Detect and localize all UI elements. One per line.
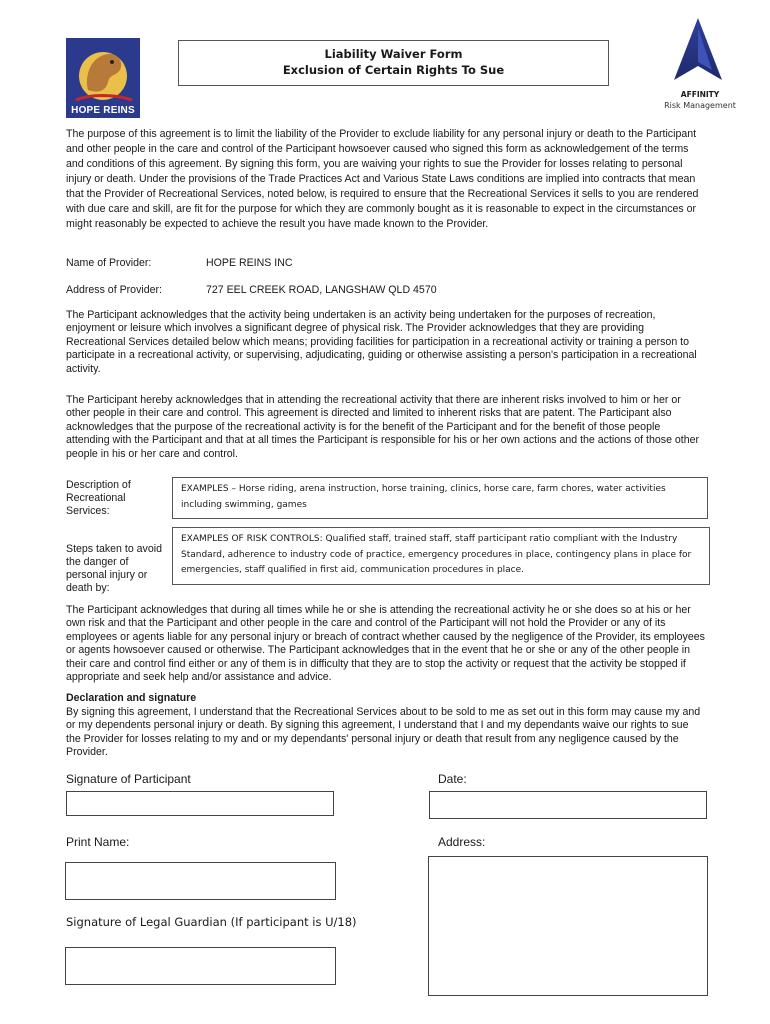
guardian-signature-field[interactable] bbox=[65, 947, 336, 985]
acknowledgement-paragraph-3: The Participant acknowledges that during all times while he or she is attending the recreational activity he or she does so at his or her own risk and that the Participant and other people in the care and control of the Participant will not hold the Provider or any of its employees or agents liable for any personal injury or breach of contract whether caused by the negligence of the Provider, its employees or agents howsoever caused or otherwise. The Participant acknowledges that in the event that he or she or any of the other people in their care and control find either or any of them is in difficulty that they are to stop the activity or request that the activity be stopped if appropriate and seek help and/or assistance and advice. bbox=[66, 604, 705, 684]
print-name-label: Print Name: bbox=[66, 835, 130, 849]
declaration-heading: Declaration and signature bbox=[66, 692, 197, 704]
risk-controls-box[interactable]: EXAMPLES OF RISK CONTROLS: Qualified staff, trained staff, staff participant ratio compliant with the Industry Standard, adherence to industry code of practice, emergency procedures in place, contingency plans in place for emergencies, staff qualified in first aid, communication procedures in place. bbox=[172, 527, 710, 585]
guardian-signature-label: Signature of Legal Guardian (If participant is U/18) bbox=[66, 915, 357, 929]
hope-reins-logo bbox=[66, 38, 140, 118]
date-field[interactable] bbox=[429, 791, 707, 819]
purpose-paragraph: The purpose of this agreement is to limit the liability of the Provider to exclude liability for any personal injury or death to the Participant and other people in the care and control of the Participant howsoever caused who signed this form as acknowledgement of the terms and conditions of this agreement. By signing this form, you are waiving your rights to sue the Provider for losses relating to personal injury or death. Under the provisions of the Trade Practices Act and Various State Laws conditions are implied into contracts that mean that the Provider of Recreational Services, noted below, is required to ensure that the Recreational Services it sells to you are rendered with due care and skill, are fit for the purpose for which they are commonly bought as it is reasonable to expect in the circumstances or might reasonably be expected to achieve the result you have made known to the Provider. bbox=[66, 128, 699, 230]
description-label: Description of Recreational Services: bbox=[66, 479, 131, 517]
logo-label: HOPE REINS bbox=[71, 105, 135, 116]
participant-signature-label: Signature of Participant bbox=[66, 772, 191, 786]
provider-name-label: Name of Provider: bbox=[66, 257, 152, 269]
affinity-name: AFFINITY bbox=[680, 90, 720, 99]
address-label: Address: bbox=[438, 835, 486, 849]
address-field[interactable] bbox=[428, 856, 708, 996]
print-name-field[interactable] bbox=[65, 862, 336, 900]
steps-label: Steps taken to avoid the danger of personal injury or death by: bbox=[66, 543, 162, 594]
declaration-text: By signing this agreement, I understand that the Recreational Services about to be sold to me as set out in this form may cause my and or my dependents personal injury or death. By signing this agreement, I understand that I and my dependants waive our rights to sue the Provider for losses relating to my and or my dependants' personal injury or death that result from any negligence caused by the Provider. bbox=[66, 706, 701, 759]
description-box[interactable]: EXAMPLES – Horse riding, arena instruction, horse training, clinics, horse care, farm chores, water activities including swimming, games bbox=[172, 477, 708, 519]
acknowledgement-paragraph-2: The Participant hereby acknowledges that in attending the recreational activity that there are inherent risks involved to him or her or other people in their care and control. This agreement is directed and limited to inherent risks that are patent. The Participant also acknowledges that the purpose of the recreational activity is for the benefit of the Participant and for the benefit of those people attending with the Participant and that at all times the Participant is responsible for his or her own actions and the actions of those other people in his or her care and control. bbox=[66, 394, 700, 460]
participant-signature-field[interactable] bbox=[66, 791, 334, 816]
form-title: Liability Waiver Form bbox=[324, 47, 463, 61]
form-title-box bbox=[178, 40, 609, 86]
provider-address-value: 727 EEL CREEK ROAD, LANGSHAW QLD 4570 bbox=[206, 284, 437, 296]
provider-name-value: HOPE REINS INC bbox=[206, 257, 293, 269]
affinity-arrow-icon bbox=[672, 18, 724, 82]
provider-address-label: Address of Provider: bbox=[66, 284, 162, 296]
affinity-subtitle: Risk Management bbox=[664, 101, 736, 110]
acknowledgement-paragraph-1: The Participant acknowledges that the activity being undertaken is an activity being undertaken for the purposes of recreation, enjoyment or leisure which involves a significant degree of physical risk. The Provider acknowledges that they are providing Recreational Services detailed below which means; providing facilities for participation in a recreational activity or training a person to participate in a recreational activity, or supervising, adjudicating, guiding or otherwise assisting a person's participation in a recreational activity. bbox=[66, 309, 697, 375]
form-subtitle: Exclusion of Certain Rights To Sue bbox=[282, 63, 505, 77]
date-label: Date: bbox=[438, 772, 467, 786]
